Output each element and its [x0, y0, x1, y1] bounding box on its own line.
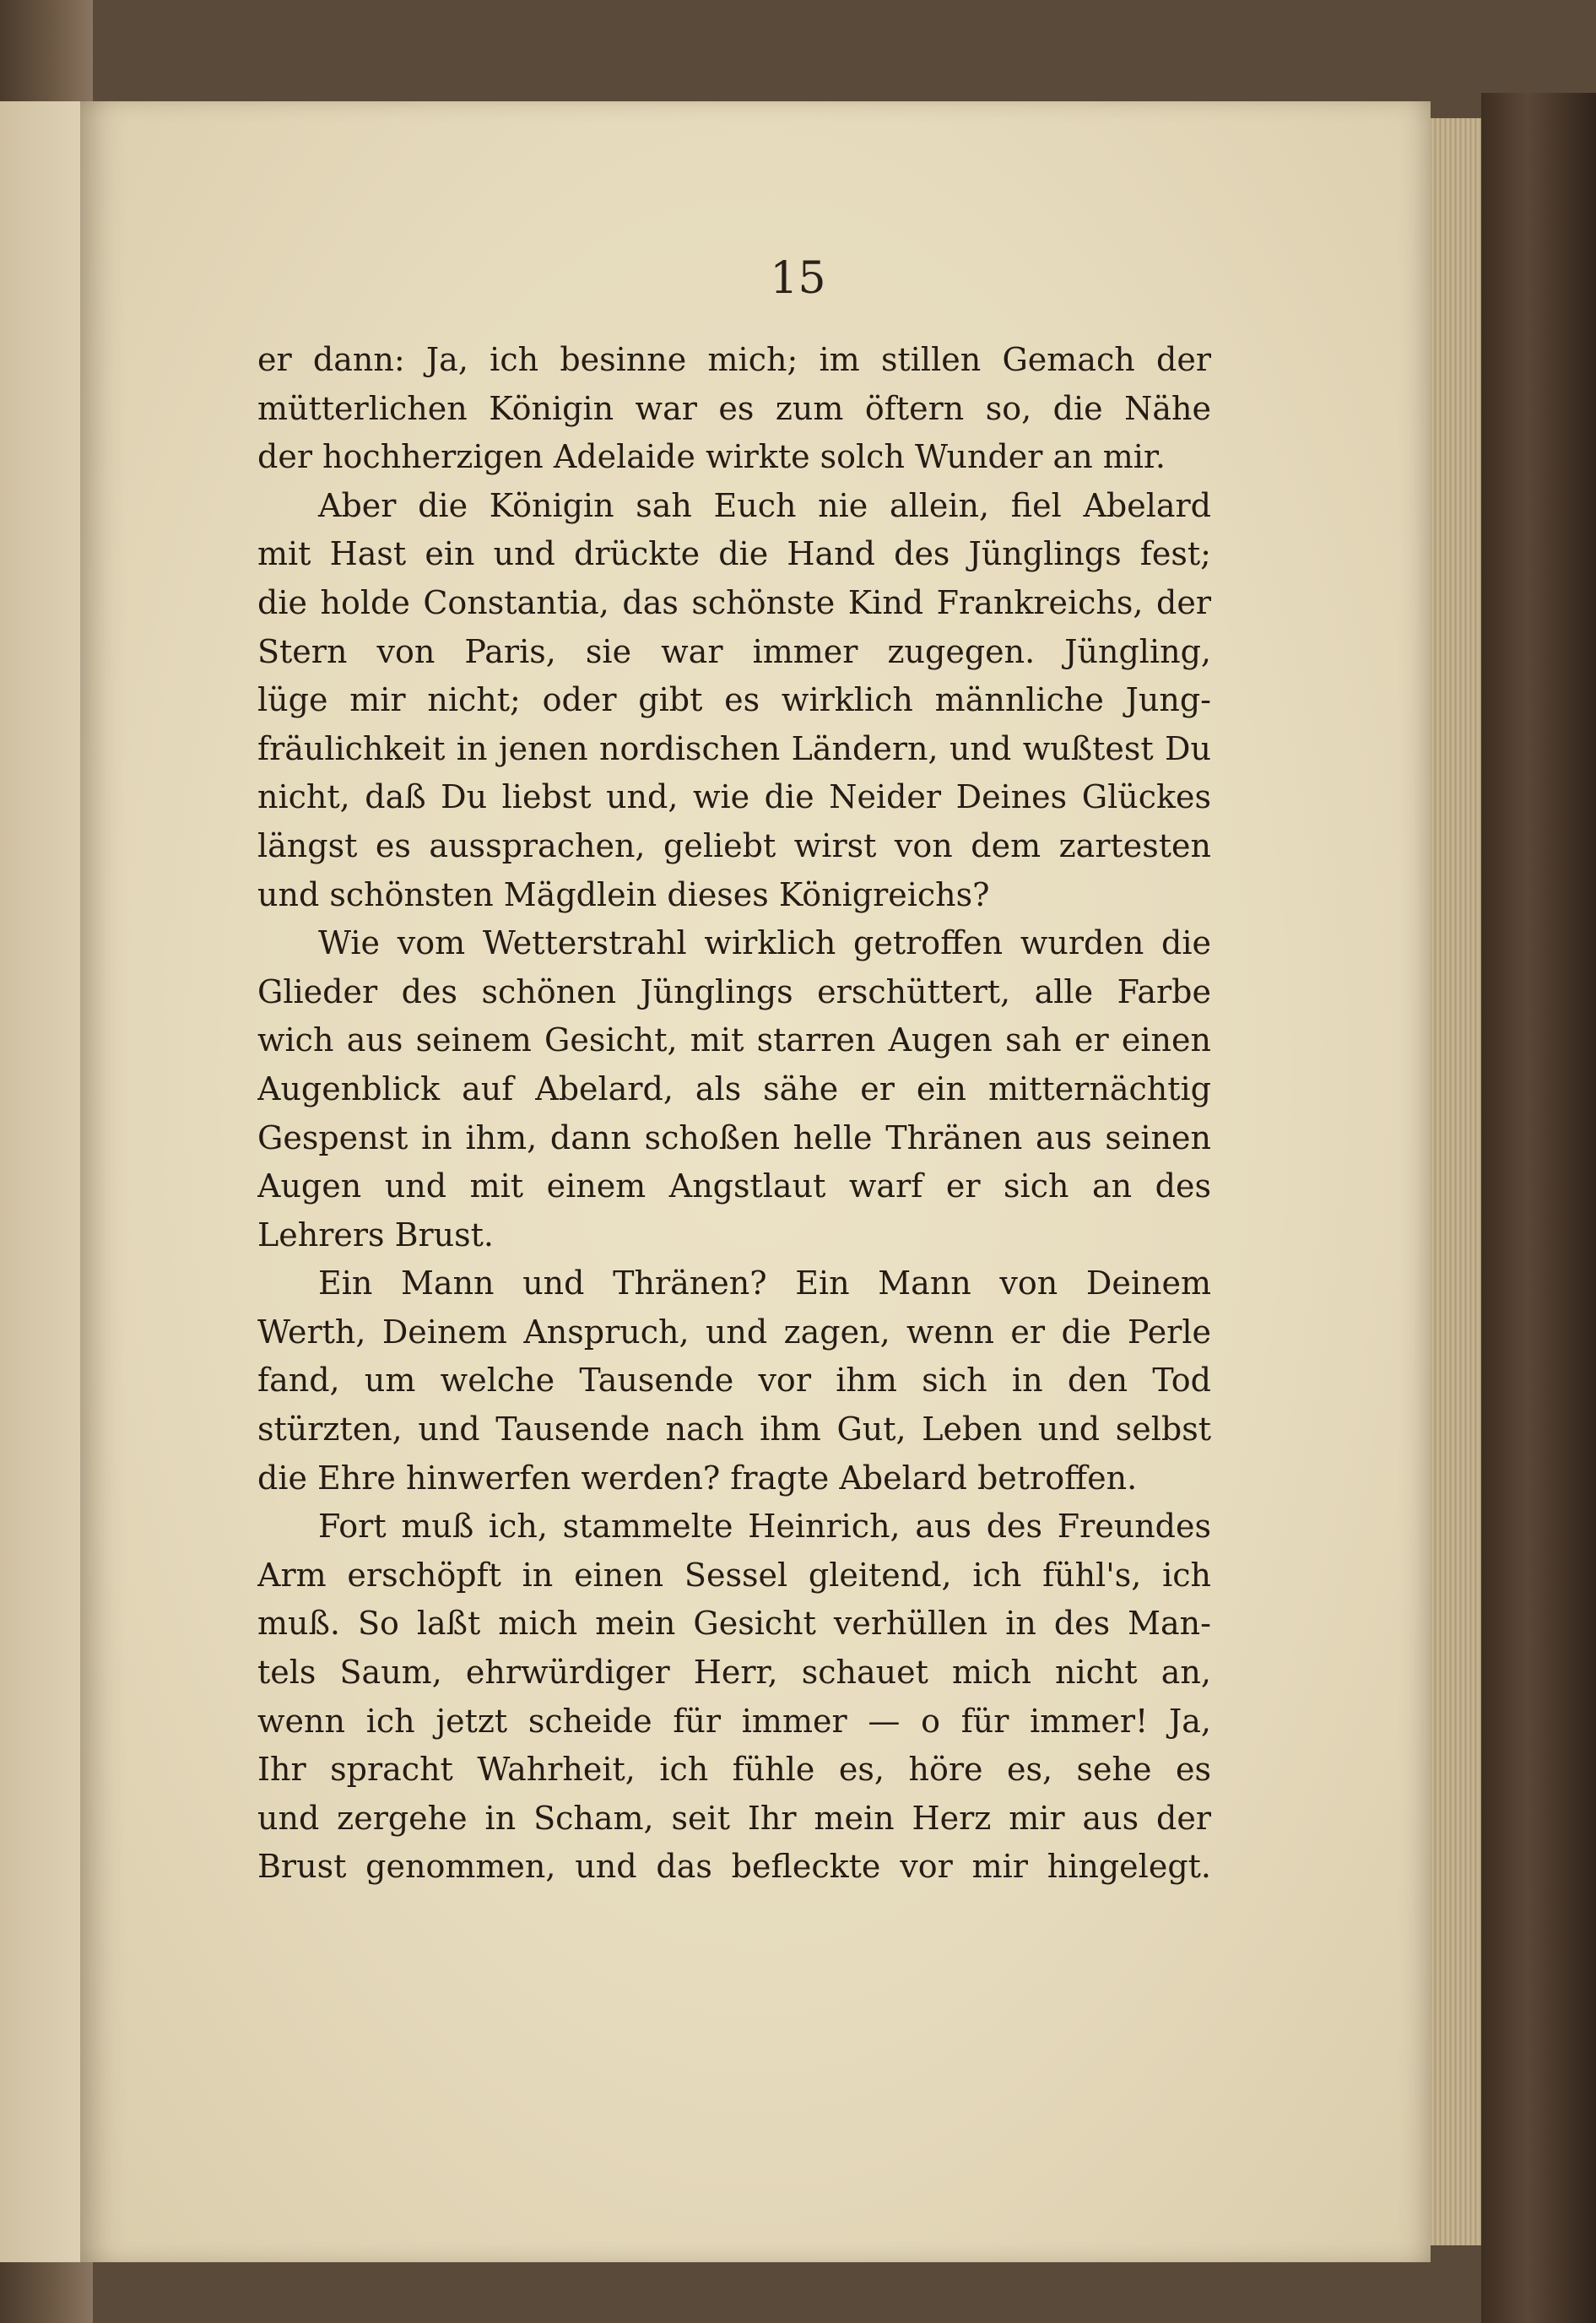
text-line: er dann: Ja, ich besinne mich; im stillen Gemach der: [257, 341, 1211, 378]
text-line: Gespenst in ihm, dann schoßen helle Thränen aus seinen: [257, 1118, 1211, 1156]
book-cover-edge: [1481, 93, 1596, 2323]
left-page-edge: [0, 101, 80, 2262]
text-line: die Ehre hinwerfen werden? fragte Abelard betroffen.: [257, 1459, 1138, 1497]
text-line: mit Hast ein und drückte die Hand des Jünglings fest;: [257, 535, 1211, 573]
text-line: die holde Constantia, das schönste Kind Frankreichs, der: [257, 583, 1211, 621]
text-line: stürzten, und Tausende nach ihm Gut, Leben und selbst: [257, 1411, 1211, 1448]
text-line: Ein Mann und Thränen? Ein Mann von Deinem: [318, 1264, 1211, 1302]
text-line: Arm erschöpft in einen Sessel gleitend, ich fühl's, ich: [257, 1556, 1211, 1594]
text-line: Fort muß ich, stammelte Heinrich, aus des Freundes: [318, 1508, 1211, 1546]
text-line: wenn ich jetzt scheide für immer — o für immer! Ja,: [257, 1702, 1211, 1740]
text-line: Stern von Paris, sie war immer zugegen. Jüngling,: [257, 632, 1211, 670]
text-line: Glieder des schönen Jünglings erschüttert, alle Farbe: [257, 972, 1211, 1010]
text-line: Brust genommen, und das befleckte vor mir hingelegt.: [257, 1848, 1211, 1886]
text-line: und schönsten Mägdlein dieses Königreichs?: [257, 875, 990, 913]
body-text: [257, 336, 1211, 1892]
text-line: muß. So laßt mich mein Gesicht verhüllen in des Man-: [257, 1605, 1211, 1643]
text-line: und zergehe in Scham, seit Ihr mein Herz mir aus der: [257, 1799, 1211, 1837]
text-line: fand, um welche Tausende vor ihm sich in den Tod: [257, 1362, 1211, 1400]
text-line: fräulichkeit in jenen nordischen Ländern, und wußtest Du: [257, 729, 1211, 767]
text-line: der hochherzigen Adelaide wirkte solch Wunder an mir.: [257, 438, 1166, 476]
text-line: Wie vom Wetterstrahl wirklich getroffen wurden die: [318, 924, 1211, 962]
text-line: Augenblick auf Abelard, als sähe er ein mitternächtig: [257, 1069, 1211, 1107]
text-line: Lehrers Brust.: [257, 1216, 495, 1254]
page-stack-edge: [1431, 118, 1481, 2245]
text-line: Aber die Königin sah Euch nie allein, fiel Abelard: [318, 486, 1211, 524]
text-line: Werth, Deinem Anspruch, und zagen, wenn er die Perle: [257, 1313, 1211, 1351]
page-number: 15: [770, 253, 826, 304]
text-line: Ihr spracht Wahrheit, ich fühle es, höre es, sehe es: [257, 1751, 1211, 1789]
text-line: wich aus seinem Gesicht, mit starren Augen sah er einen: [257, 1021, 1211, 1059]
text-line: Augen und mit einem Angstlaut warf er sich an des: [257, 1167, 1211, 1205]
text-line: mütterlichen Königin war es zum öftern so, die Nähe: [257, 389, 1211, 427]
text-line: tels Saum, ehrwürdiger Herr, schauet mich nicht an,: [257, 1654, 1211, 1692]
text-line: längst es aussprachen, geliebt wirst von dem zartesten: [257, 826, 1211, 864]
text-line: nicht, daß Du liebst und, wie die Neider Deines Glückes: [257, 778, 1211, 816]
text-line: lüge mir nicht; oder gibt es wirklich männliche Jung-: [257, 681, 1211, 719]
